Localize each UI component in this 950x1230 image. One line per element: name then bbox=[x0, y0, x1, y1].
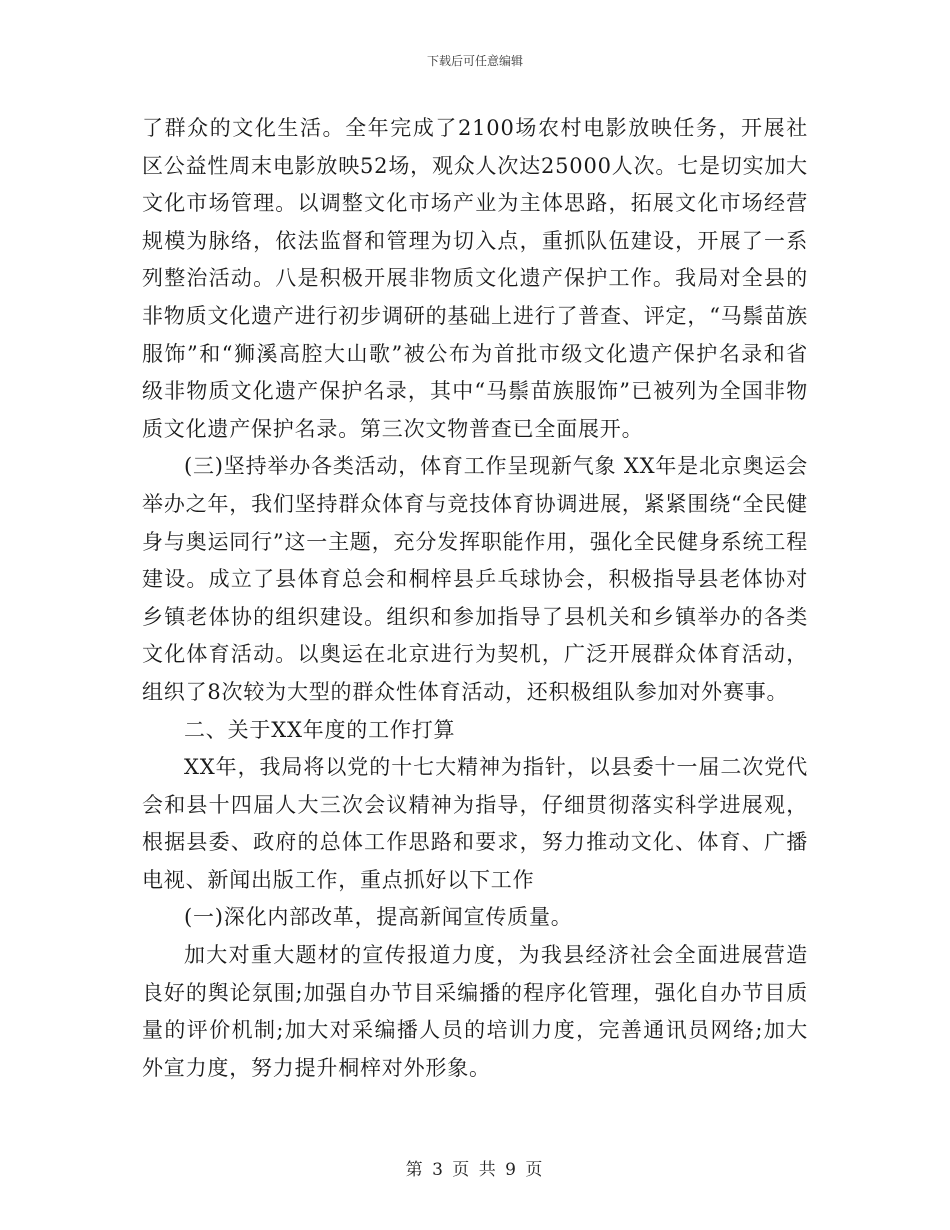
document-body bbox=[142, 110, 808, 1087]
section-heading-work-plan: 二、关于XX年度的工作打算 bbox=[184, 717, 456, 742]
page-header-note: 下载后可任意编辑 bbox=[426, 54, 523, 68]
paragraph-sports-section: (三)坚持举办各类活动，体育工作呈现新气象 XX年是北京奥运会举办之年，我们坚持群众体育与竞技体育协调进展，紧紧围绕“全民健身与奥运同行”这一主题，充分发挥职能作用，强化全民健身系统工程建设。成立了县体育总会和桐梓县乒乓球协会，积极指导县老体协对乡镇老体协的组织建设。组织和参加指导了县机关和乡镇举办的各类文化体育活动。以奥运在北京进行为契机，广泛开展群众体育活动，组织了8次较为大型的群众性体育活动，还积极组队参加对外赛事。 bbox=[142, 454, 808, 704]
paragraph-culture-continued: 了群众的文化生活。全年完成了2100场农村电影放映任务，开展社区公益性周末电影放映52场，观众人次达25000人次。七是切实加大文化市场管理。以调整文化市场产业为主体思路，拓展文化市场经营规模为脉络，依法监督和管理为切入点，重抓队伍建设，开展了一系列整治活动。八是积极开展非物质文化遗产保护工作。我局对全县的非物质文化遗产进行初步调研的基础上进行了普查、评定，“马鬃苗族服饰”和“狮溪高腔大山歌”被公布为首批市级文化遗产保护名录和省级非物质文化遗产保护名录，其中“马鬃苗族服饰”已被列为全国非物质文化遗产保护名录。第三次文物普查已全面展开。 bbox=[142, 116, 808, 441]
subheading-internal-reform: (一)深化内部改革，提高新闻宣传质量。 bbox=[184, 905, 573, 930]
paragraph-publicity: 加大对重大题材的宣传报道力度，为我县经济社会全面进展营造良好的舆论氛围;加强自办节目采编播的程序化管理，强化自办节目质量的评价机制;加大对采编播人员的培训力度，完善通讯员网络;加大外宣力度，努力提升桐梓对外形象。 bbox=[142, 943, 808, 1080]
paragraph-work-plan-intro: XX年，我局将以党的十七大精神为指针，以县委十一届二次党代会和县十四届人大三次会议精神为指导，仔细贯彻落实科学进展观，根据县委、政府的总体工作思路和要求，努力推动文化、体育、广播电视、新闻出版工作，重点抓好以下工作 bbox=[142, 755, 808, 892]
page-number: 第 3 页 共 9 页 bbox=[405, 1160, 545, 1180]
